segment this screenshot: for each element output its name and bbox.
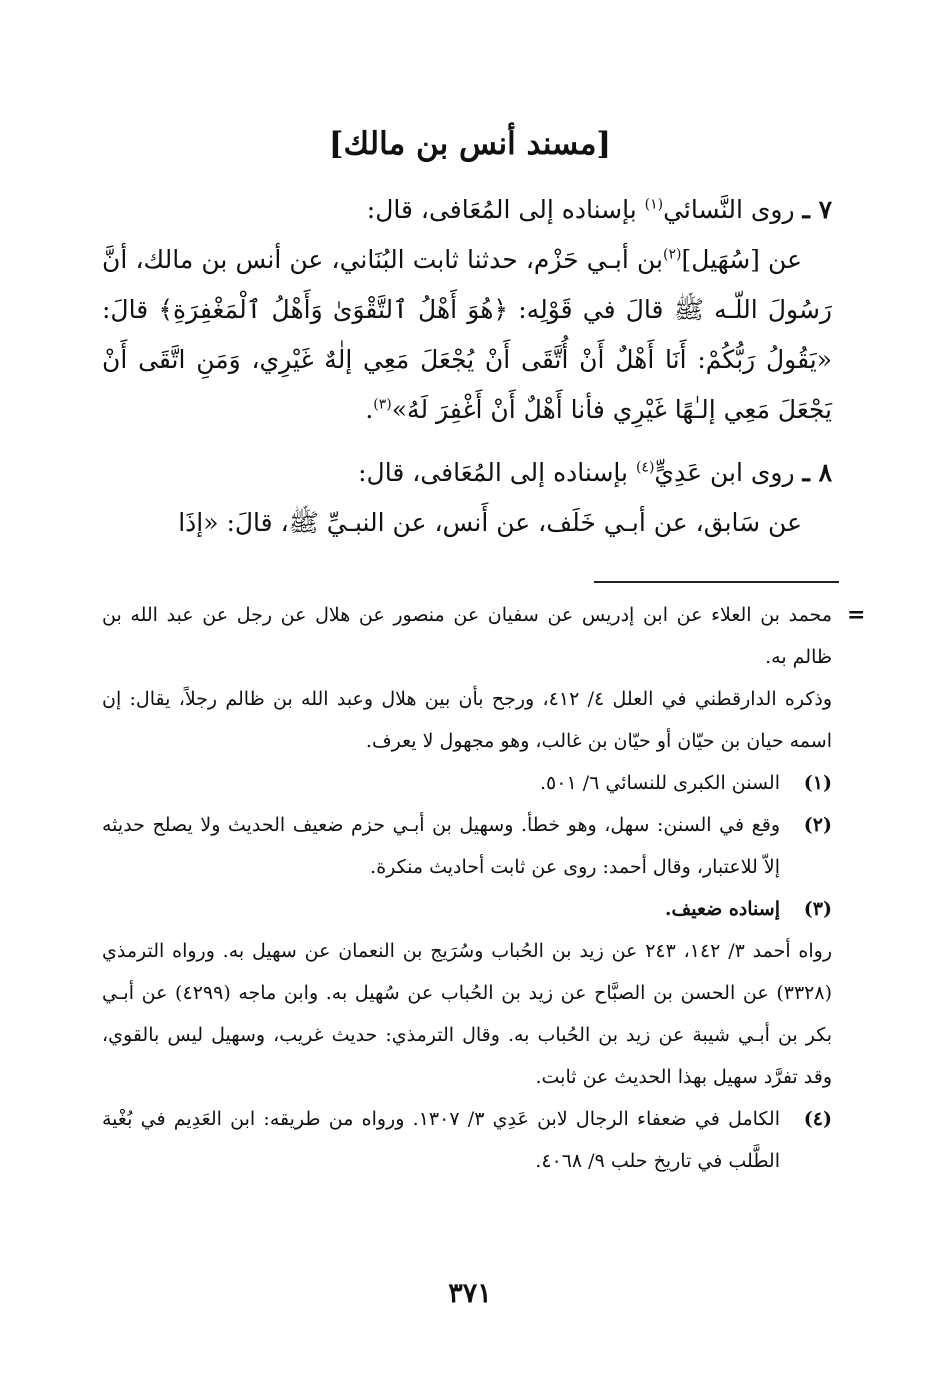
footnote-number: (٢) xyxy=(803,814,832,836)
footnote-2 xyxy=(102,804,832,888)
footnotes xyxy=(102,594,832,1182)
footnote-text: السنن الكبرى للنسائي ٦/ ٥٠١. xyxy=(539,772,780,794)
hadith-8-text: عن سَابق، عن أبـي خَلَف، عن أَنس، عن النبـيِّ ﷺ، قالَ: «إذَا xyxy=(178,508,802,537)
continuation-mark: = xyxy=(847,602,866,628)
footnote-4 xyxy=(102,1098,832,1182)
intro-text: روى النَّسائي xyxy=(663,195,795,224)
intro-tail: بإسناده إلى المُعَافى، قال: xyxy=(366,195,637,224)
footnote-text: الكامل في ضعفاء الرجال لابن عَدِي ٣/ ١٣٠٧. ورواه من طريقه: ابن العَدِيم في بُغْية الطَّلب في تاريخ حلب ٩/ ٤٠٦٨. xyxy=(102,1108,780,1172)
footnote-text: وقع في السنن: سهل، وهو خطأ. وسهيل بن أبـي حزم ضعيف الحديث ولا يصلح حديثه إلاّ للاعتبار، وقال أحمد: روى عن ثابت أحاديث منكرة. xyxy=(102,814,780,878)
footnote-separator xyxy=(594,581,839,583)
period: . xyxy=(365,395,374,424)
hadith-body: بن أبـي حَزْم، حدثنا ثابت البُنَاني، عن أنس بن مالك، أنَّ رَسُولَ اللّـه ﷺ قالَ في قَوْلِه: ﴿هُوَ أَهْلُ ٱلتَّقْوَىٰ وَأَهْلُ ٱلْمَغْفِرَةِ﴾ قالَ: «يَقُولُ رَبُّكُمْ: أَنَا أَهْلٌ أَنْ أُتَّقَى أَنْ يُجْعَلَ مَعِي إلٰهٌ غَيْرِي، وَمَنِ اتَّقَى أَنْ يَجْعَلَ مَعِي إلـٰهًا غَيْرِي فأنا أَهْلٌ أَنْ أَغْفِرَ لَهُ» xyxy=(102,245,832,424)
footnote-1 xyxy=(102,762,832,804)
footnote-heading: إسناده ضعيف. xyxy=(664,898,780,920)
footnote-ref-1[interactable]: (١) xyxy=(644,196,664,213)
page-number: ٣٧١ xyxy=(448,1278,492,1309)
hadith-number: ٧ ـ xyxy=(802,195,832,224)
hadith-7-text xyxy=(102,235,832,435)
footnote-number: (٣) xyxy=(803,898,832,920)
footnote-number: (٤) xyxy=(803,1108,832,1130)
footnote-continuation: محمد بن العلاء عن ابن إدريس عن سفيان عن منصور عن هلال عن رجل عن عبد الله بن ظالم به. xyxy=(102,604,832,668)
footnote-3 xyxy=(102,888,832,930)
footnote-number: (١) xyxy=(803,772,832,794)
intro-text: روى ابن عَدِيٍّ xyxy=(654,458,795,487)
hadith-7-intro xyxy=(102,185,832,235)
intro-tail: بإسناده إلى المُعَافى، قال: xyxy=(358,458,628,487)
narrator-text: عن [سُهَيل] xyxy=(681,245,802,274)
footnote-3-body: رواه أحمد ٣/ ١٤٢، ٢٤٣ عن زيد بن الحُباب وسُرَيج بن النعمان عن سهيل به. ورواه الترمذي (٣٣٢٨) عن الحسن بن الصبَّاح عن زيد بن الحُباب عن سُهيل به. وابن ماجه (٤٢٩٩) عن أبـي بكر بن أبـي شيبة عن زيد بن الحُباب به. وقال الترمذي: حديث غريب، وسهيل ليس بالقوي، وقد تفرَّد سهيل بهذا الحديث عن ثابت. xyxy=(102,940,833,1088)
hadith-8 xyxy=(102,448,832,548)
footnote-continuation-2: وذكره الدارقطني في العلل ٤/ ٤١٢، ورجح بأن بين هلال وعبد الله بن ظالم رجلاً، يقال: إن اسمه حيان بن حيّان أو حيّان بن غالب، وهو مجهول لا يعرف. xyxy=(102,688,832,752)
hadith-number: ٨ ـ xyxy=(802,458,832,487)
footnote-ref-2[interactable]: (٢) xyxy=(662,246,682,263)
footnote-ref-3[interactable]: (٣) xyxy=(373,396,392,413)
hadith-7 xyxy=(102,185,832,435)
section-title: [مسند أنس بن مالك] xyxy=(328,126,612,162)
hadith-8-intro xyxy=(102,448,832,498)
footnote-ref-4[interactable]: (٤) xyxy=(635,459,655,476)
